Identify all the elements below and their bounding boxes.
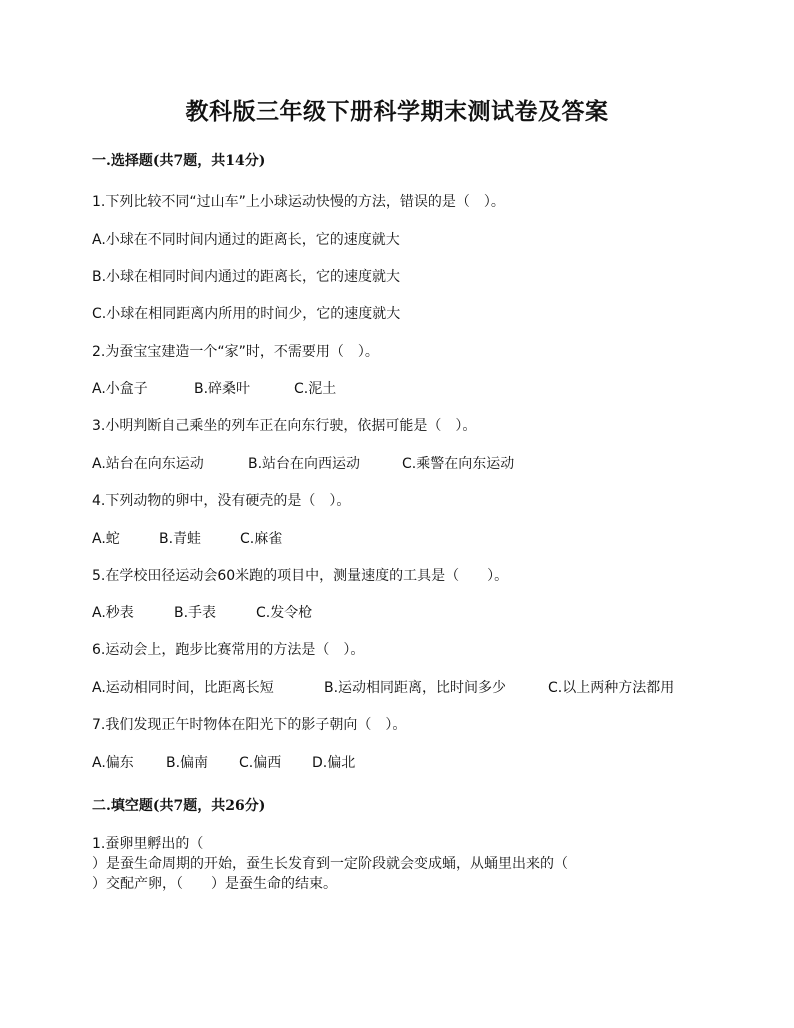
question-2-option-a: A.小盒子 <box>92 381 148 397</box>
section-heading-choice: 一.选择题(共7题，共14分) <box>92 153 266 169</box>
fill-question-1-line-1: 1.蚕卵里孵出的（ <box>92 836 204 852</box>
question-5-options <box>92 602 312 622</box>
question-1-option-b: B.小球在相同时间内通过的距离长，它的速度就大 <box>92 269 401 285</box>
question-7: 7.我们发现正午时物体在阳光下的影子朝向（ ）。 <box>92 717 407 733</box>
question-5-option-c: C.发令枪 <box>256 605 313 621</box>
page-title: 教科版三年级下册科学期末测试卷及答案 <box>185 98 609 125</box>
question-7-options <box>92 752 355 772</box>
question-1: 1.下列比较不同“过山车”上小球运动快慢的方法，错误的是（ ）。 <box>92 194 505 210</box>
fill-question-1 <box>92 834 568 894</box>
question-3-option-c: C.乘警在向东运动 <box>402 456 515 472</box>
question-6-option-c: C.以上两种方法都用 <box>548 680 675 696</box>
question-3: 3.小明判断自己乘坐的列车正在向东行驶，依据可能是（ ）。 <box>92 418 477 434</box>
question-4-option-c: C.麻雀 <box>240 531 283 547</box>
question-7-option-b: B.偏南 <box>166 755 209 771</box>
question-1-option-c: C.小球在相同距离内所用的时间少，它的速度就大 <box>92 306 401 322</box>
question-2-option-c: C.泥土 <box>294 381 337 397</box>
question-2-option-b: B.碎桑叶 <box>194 381 251 397</box>
question-5: 5.在学校田径运动会60米跑的项目中，测量速度的工具是（ ）。 <box>92 568 509 584</box>
question-7-option-d: D.偏北 <box>312 755 356 771</box>
fill-question-1-line-2: ）是蚕生命周期的开始，蚕生长发育到一定阶段就会变成蛹，从蛹里出来的（ <box>92 856 568 872</box>
question-3-option-b: B.站台在向西运动 <box>248 456 361 472</box>
question-1-option-a: A.小球在不同时间内通过的距离长，它的速度就大 <box>92 232 400 248</box>
question-7-option-a: A.偏东 <box>92 755 134 771</box>
question-2-options <box>92 378 336 398</box>
question-6-option-b: B.运动相同距离，比时间多少 <box>324 680 507 696</box>
question-4: 4.下列动物的卵中，没有硬壳的是（ ）。 <box>92 493 351 509</box>
question-4-option-b: B.青蛙 <box>159 531 202 547</box>
question-5-option-a: A.秒表 <box>92 605 134 621</box>
question-4-options <box>92 528 282 548</box>
question-4-option-a: A.蛇 <box>92 531 120 547</box>
fill-question-1-line-3: ）交配产卵，（ ）是蚕生命的结束。 <box>92 876 337 892</box>
question-6-option-a: A.运动相同时间，比距离长短 <box>92 680 274 696</box>
section-heading-fill: 二.填空题(共7题，共26分) <box>92 798 266 814</box>
question-7-option-c: C.偏西 <box>239 755 282 771</box>
question-5-option-b: B.手表 <box>174 605 217 621</box>
question-2: 2.为蚕宝宝建造一个“家”时，不需要用（ ）。 <box>92 344 379 360</box>
question-6-options <box>92 677 674 697</box>
question-3-options <box>92 453 514 473</box>
question-6: 6.运动会上，跑步比赛常用的方法是（ ）。 <box>92 642 365 658</box>
question-3-option-a: A.站台在向东运动 <box>92 456 204 472</box>
